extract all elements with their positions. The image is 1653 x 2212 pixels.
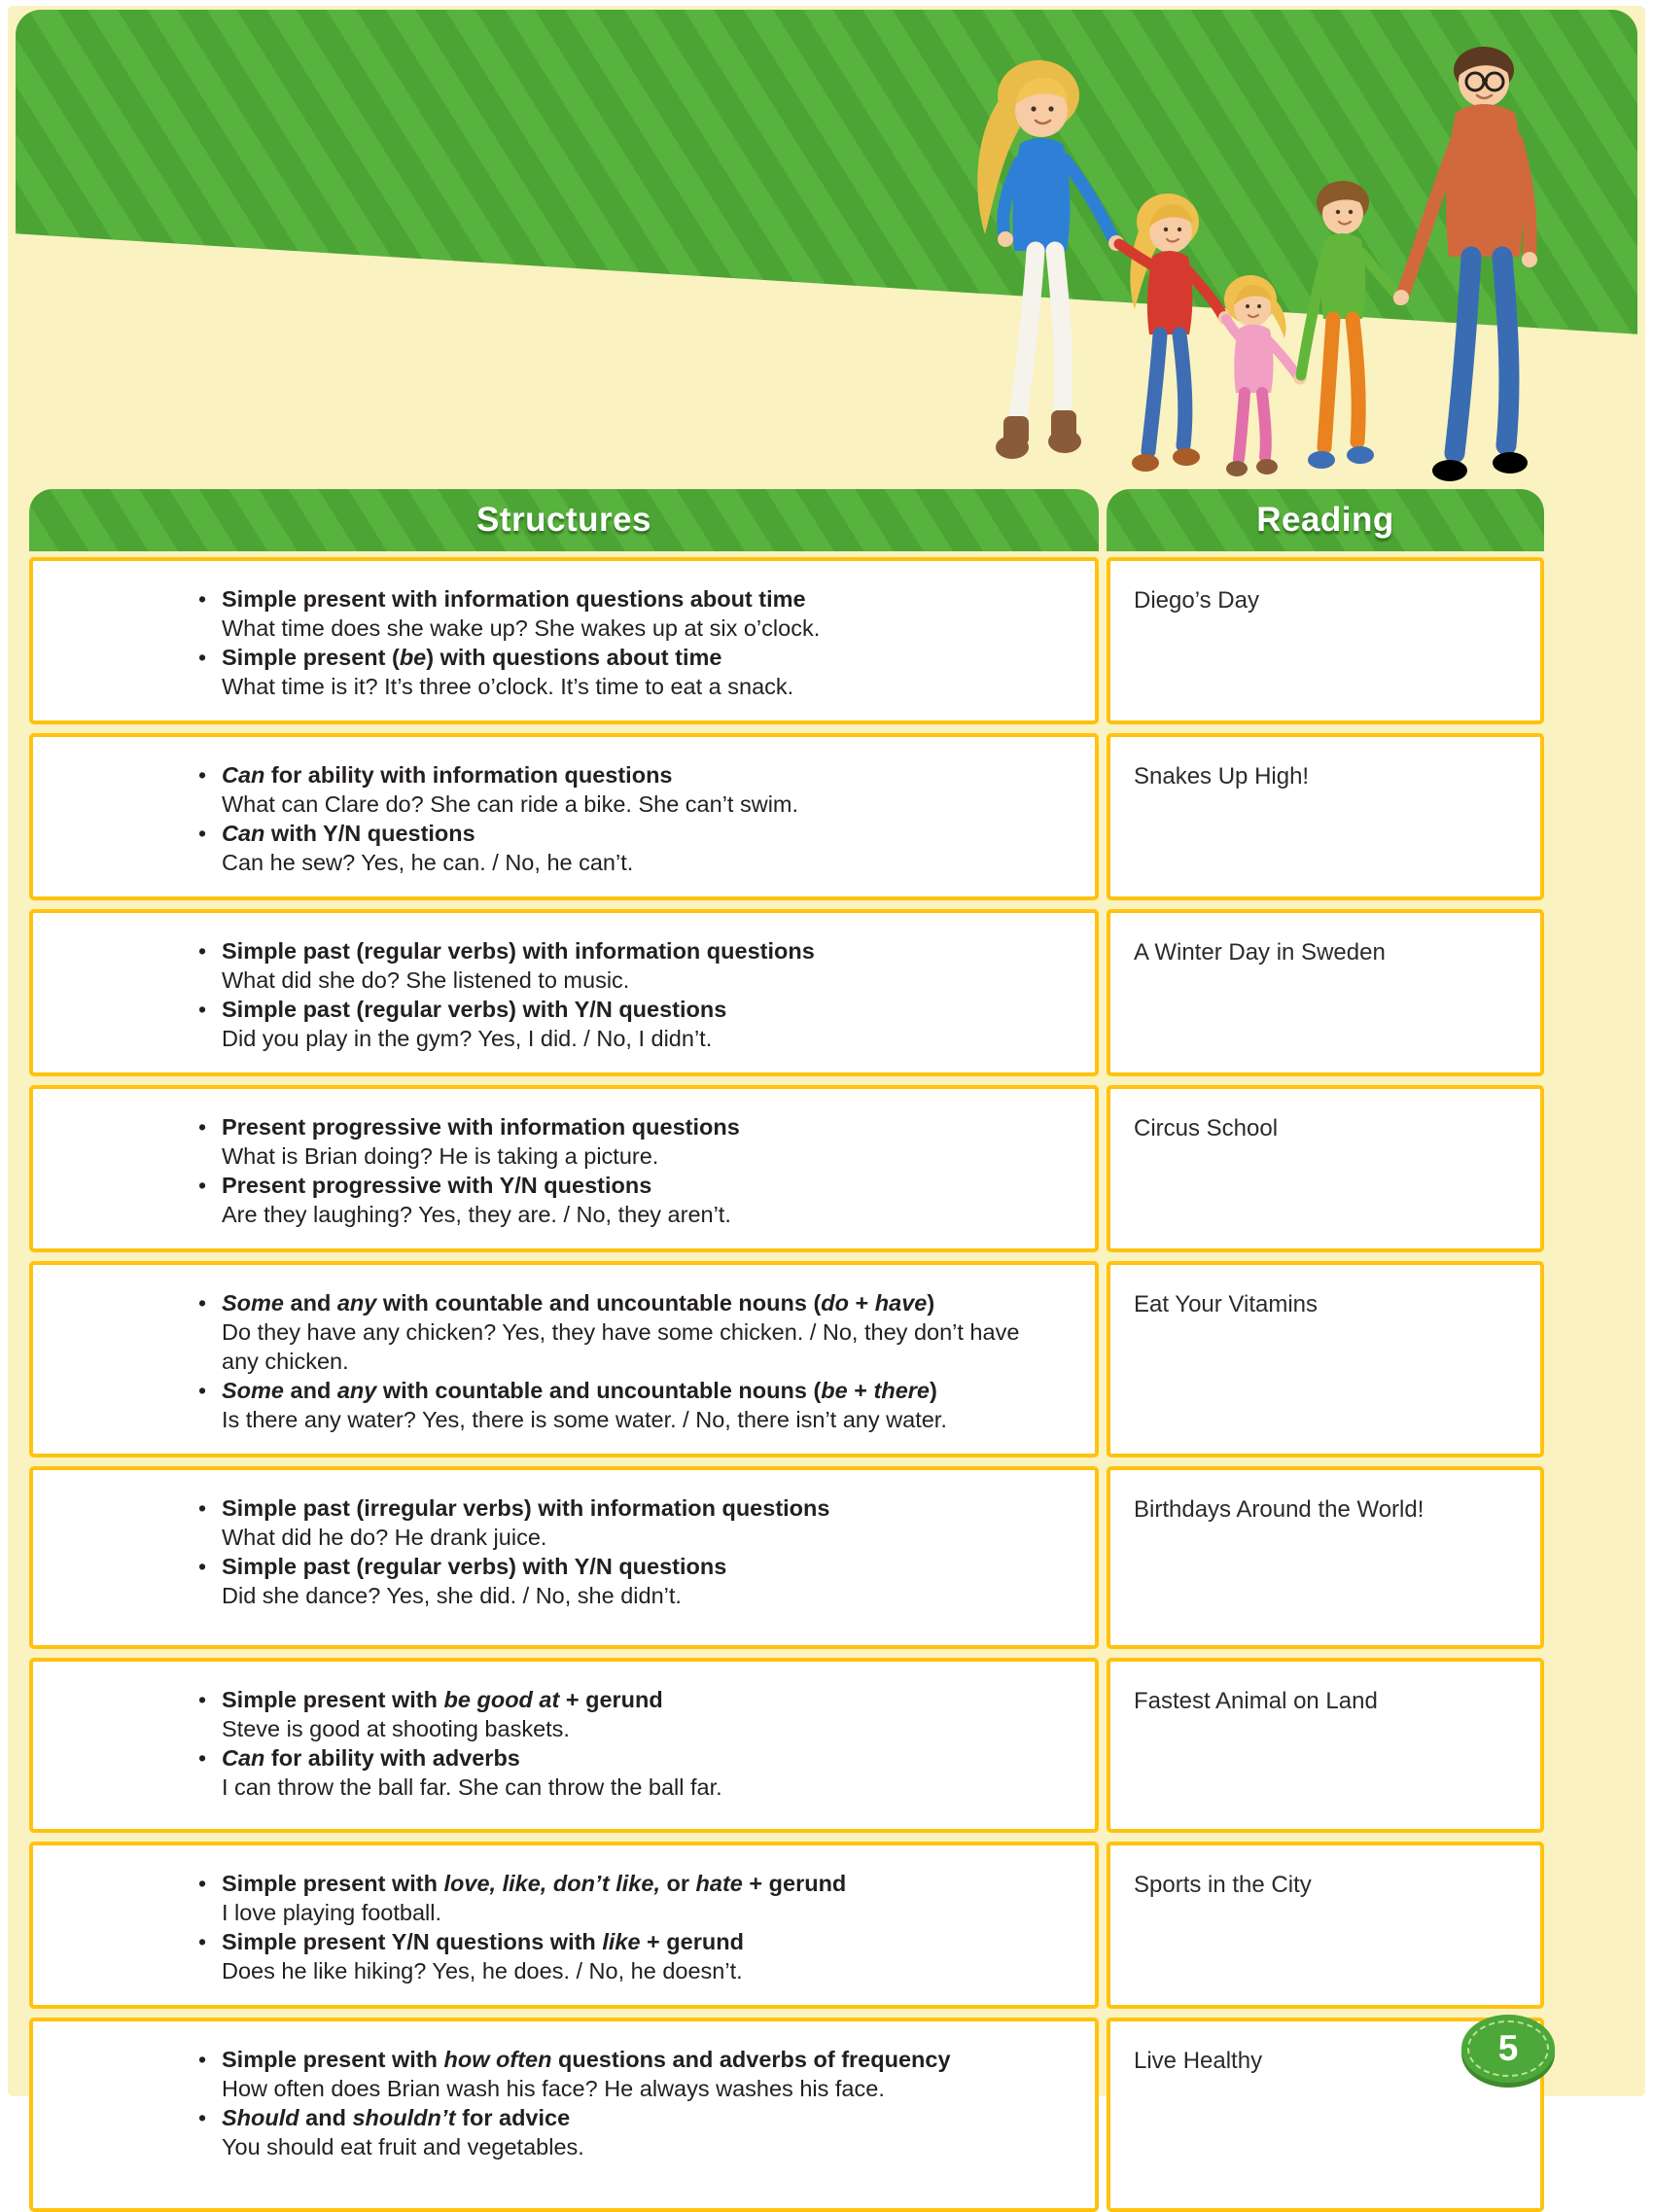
structure-example: How often does Brian wash his face? He always washes his face. xyxy=(222,2076,885,2101)
page-number: 5 xyxy=(1497,2028,1519,2068)
reading-title: Diego’s Day xyxy=(1134,587,1259,614)
structures-cell xyxy=(29,1658,1099,1833)
bullet-icon: • xyxy=(198,645,207,670)
reading-title: Birthdays Around the World! xyxy=(1134,1496,1424,1523)
bullet-icon: • xyxy=(198,938,207,964)
reading-cell xyxy=(1107,733,1544,900)
bullet-icon: • xyxy=(198,1687,207,1712)
father-figure xyxy=(1393,47,1537,481)
structure-bullet xyxy=(198,936,1041,995)
table-row xyxy=(29,557,1544,724)
table-row xyxy=(29,2018,1544,2212)
reading-cell xyxy=(1107,557,1544,724)
structure-example: What time is it? It’s three o’clock. It’s time to eat a snack. xyxy=(222,674,794,699)
structure-bullet xyxy=(198,1376,1041,1434)
reading-title: A Winter Day in Sweden xyxy=(1134,939,1386,966)
page-number-badge xyxy=(1461,2015,1555,2083)
bullet-icon: • xyxy=(198,1290,207,1316)
mother-figure xyxy=(977,60,1124,459)
structures-cell xyxy=(29,909,1099,1076)
bullet-icon: • xyxy=(198,1495,207,1521)
reading-title: Snakes Up High! xyxy=(1134,763,1310,790)
reading-title: Circus School xyxy=(1134,1115,1279,1141)
structure-example: Are they laughing? Yes, they are. / No, they aren’t. xyxy=(222,1202,731,1227)
structure-example: Did you play in the gym? Yes, I did. / No, I didn’t. xyxy=(222,1026,713,1051)
bullet-icon: • xyxy=(198,1114,207,1140)
structures-list xyxy=(198,1493,1041,1610)
structure-bullet xyxy=(198,2045,1041,2103)
structures-cell xyxy=(29,1466,1099,1649)
bullet-icon: • xyxy=(198,1378,207,1403)
structure-bullet xyxy=(198,1927,1041,1985)
table-header xyxy=(29,489,1544,551)
structure-heading: Some and any with countable and uncountable nouns (do + have) xyxy=(222,1290,935,1316)
bullet-icon: • xyxy=(198,1745,207,1771)
bullet-icon: • xyxy=(198,1929,207,1954)
structures-list xyxy=(198,936,1041,1053)
structure-heading: Simple present with information questions about time xyxy=(222,586,806,612)
structure-example: You should eat fruit and vegetables. xyxy=(222,2134,584,2159)
structure-heading: Simple past (regular verbs) with Y/N questions xyxy=(222,997,727,1022)
structure-example: Do they have any chicken? Yes, they have some chicken. / No, they don’t have any chicken. xyxy=(222,1319,1020,1374)
reading-header: Reading xyxy=(1107,489,1544,551)
structures-cell xyxy=(29,733,1099,900)
structure-bullet xyxy=(198,1288,1041,1376)
structures-header: Structures xyxy=(29,489,1099,551)
reading-title: Live Healthy xyxy=(1134,2048,1263,2074)
bullet-icon: • xyxy=(198,762,207,788)
table-body xyxy=(29,557,1544,2212)
structures-list xyxy=(198,760,1041,877)
structure-heading: Simple present with be good at + gerund xyxy=(222,1687,663,1712)
structure-heading: Should and shouldn’t for advice xyxy=(222,2105,571,2130)
structures-list xyxy=(198,1869,1041,1985)
structure-heading: Can for ability with adverbs xyxy=(222,1745,520,1771)
structure-bullet xyxy=(198,2103,1041,2161)
bullet-icon: • xyxy=(198,586,207,612)
table-row xyxy=(29,1466,1544,1649)
bullet-icon: • xyxy=(198,1173,207,1198)
structures-cell xyxy=(29,1261,1099,1457)
bullet-icon: • xyxy=(198,821,207,846)
structure-example: Does he like hiking? Yes, he does. / No, he doesn’t. xyxy=(222,1958,743,1984)
structure-bullet xyxy=(198,819,1041,877)
table-row xyxy=(29,1842,1544,2009)
structure-bullet xyxy=(198,1112,1041,1171)
structure-heading: Present progressive with information questions xyxy=(222,1114,740,1140)
structures-cell xyxy=(29,1085,1099,1252)
reading-cell xyxy=(1107,1658,1544,1833)
table-row xyxy=(29,1085,1544,1252)
structure-heading: Some and any with countable and uncountable nouns (be + there) xyxy=(222,1378,937,1403)
structure-example: I can throw the ball far. She can throw the ball far. xyxy=(222,1774,722,1800)
structure-bullet xyxy=(198,995,1041,1053)
reading-cell xyxy=(1107,909,1544,1076)
structures-cell xyxy=(29,557,1099,724)
structure-bullet xyxy=(198,1685,1041,1743)
reading-cell xyxy=(1107,1466,1544,1649)
table-row xyxy=(29,909,1544,1076)
structure-example: What time does she wake up? She wakes up at six o’clock. xyxy=(222,615,821,641)
reading-cell xyxy=(1107,1261,1544,1457)
structure-heading: Can with Y/N questions xyxy=(222,821,475,846)
page-background xyxy=(8,6,1645,2159)
structure-example: What is Brian doing? He is taking a picture. xyxy=(222,1143,659,1169)
reading-title: Eat Your Vitamins xyxy=(1134,1291,1319,1317)
structure-bullet xyxy=(198,1552,1041,1610)
reading-cell xyxy=(1107,1842,1544,2009)
structures-list xyxy=(198,1112,1041,1229)
structures-cell xyxy=(29,2018,1099,2212)
family-illustration xyxy=(946,35,1554,494)
structure-bullet xyxy=(198,760,1041,819)
table-row xyxy=(29,1658,1544,1833)
reading-title: Fastest Animal on Land xyxy=(1134,1688,1378,1714)
structures-list xyxy=(198,2045,1041,2161)
bullet-icon: • xyxy=(198,1871,207,1896)
table-row xyxy=(29,733,1544,900)
structure-example: What did he do? He drank juice. xyxy=(222,1525,547,1550)
family-walking-svg xyxy=(946,35,1554,494)
structure-example: I love playing football. xyxy=(222,1900,442,1925)
boy-green-figure xyxy=(1301,181,1407,469)
bullet-icon: • xyxy=(198,2047,207,2072)
bullet-icon: • xyxy=(198,1554,207,1579)
structure-heading: Present progressive with Y/N questions xyxy=(222,1173,652,1198)
structure-heading: Simple past (regular verbs) with information questions xyxy=(222,938,815,964)
structures-cell xyxy=(29,1842,1099,2009)
reading-title: Sports in the City xyxy=(1134,1872,1312,1898)
bullet-icon: • xyxy=(198,997,207,1022)
structures-list xyxy=(198,584,1041,701)
structure-heading: Simple past (irregular verbs) with information questions xyxy=(222,1495,830,1521)
reading-cell xyxy=(1107,1085,1544,1252)
structure-example: Is there any water? Yes, there is some water. / No, there isn’t any water. xyxy=(222,1407,947,1432)
table-row xyxy=(29,1261,1544,1457)
structure-example: Steve is good at shooting baskets. xyxy=(222,1716,570,1741)
structure-example: What can Clare do? She can ride a bike. She can’t swim. xyxy=(222,791,799,817)
structure-heading: Simple present with how often questions and adverbs of frequency xyxy=(222,2047,951,2072)
structures-list xyxy=(198,1685,1041,1802)
structure-bullet xyxy=(198,1171,1041,1229)
structure-heading: Can for ability with information questions xyxy=(222,762,673,788)
structures-list xyxy=(198,1288,1041,1434)
structure-bullet xyxy=(198,643,1041,701)
structure-bullet xyxy=(198,584,1041,643)
structure-example: Did she dance? Yes, she did. / No, she didn’t. xyxy=(222,1583,682,1608)
girl-red-figure xyxy=(1119,193,1232,472)
structure-heading: Simple present (be) with questions about time xyxy=(222,645,722,670)
structure-example: What did she do? She listened to music. xyxy=(222,967,630,993)
structure-heading: Simple present with love, like, don’t like, or hate + gerund xyxy=(222,1871,847,1896)
little-girl-pink-figure xyxy=(1224,275,1307,476)
scope-sequence-table xyxy=(29,489,1544,2212)
structure-bullet xyxy=(198,1743,1041,1802)
structure-bullet xyxy=(198,1493,1041,1552)
bullet-icon: • xyxy=(198,2105,207,2130)
structure-example: Can he sew? Yes, he can. / No, he can’t. xyxy=(222,850,634,875)
structure-heading: Simple present Y/N questions with like + gerund xyxy=(222,1929,744,1954)
structure-heading: Simple past (regular verbs) with Y/N questions xyxy=(222,1554,727,1579)
structure-bullet xyxy=(198,1869,1041,1927)
